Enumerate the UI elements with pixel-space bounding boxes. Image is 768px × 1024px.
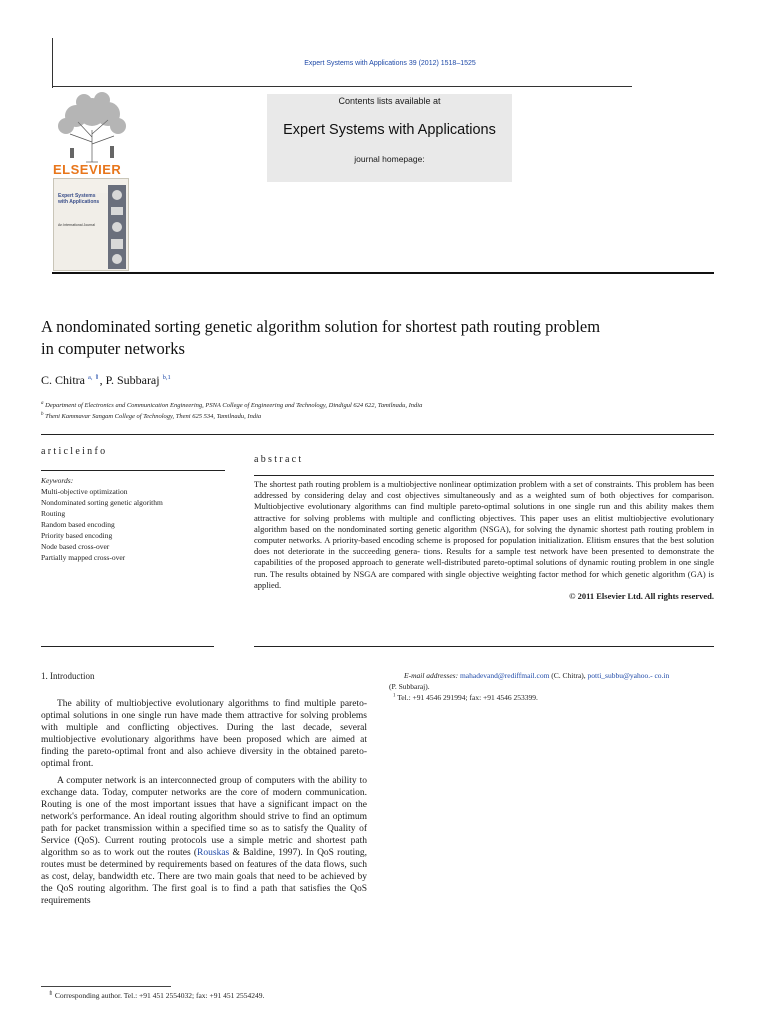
journal-homepage-text: journal homepage: [354,154,425,164]
cover-subtitle: An International Journal [58,223,95,227]
email-link[interactable]: mahadevand@rediffmail.com [459,671,550,680]
contact-telephone [393,693,538,702]
email-link[interactable]: potti_subbu@yahoo.- co.in [587,671,670,680]
author-separator: , [99,373,106,387]
citation-link[interactable]: Rouskas [197,848,230,858]
intro-paragraph: The ability of multiobjective evolutionary algorithms to find multiple pareto-optimal solutions in one single run have made them attractive for solving problems with multiple and conflicting objectives. During the last decade, several multiobjective evolutionary algorithms have been proposed which are aimed at finding the pareto-optimal front and also achieve diversity in the obtained pareto-optimal front. [41,699,367,769]
paper-title: A nondominated sorting genetic algorithm solution for shortest path routing problem in computer networks [41,317,601,358]
affiliation [41,412,261,420]
affiliation-text: Department of Electronics and Communication Engineering, PSNA College of Engineering and Technology, Dindigul 624 622, Tamilnadu, India [45,402,423,409]
affiliation [41,401,422,409]
header-vertical-rule [52,38,53,88]
author-affiliation-marker[interactable]: a, ⇑ [88,374,100,381]
introduction-heading: 1. Introduction [41,671,95,681]
affiliation-marker: b [41,412,44,417]
elsevier-tree-logo [52,92,132,172]
title-block-rule [41,434,714,435]
journal-reference[interactable]: Expert Systems with Applications 39 (2012) 1518–1525 [304,60,476,67]
keyword-item: Priority based encoding [41,531,113,540]
masthead-rule [52,272,714,274]
keyword-item: Random based encoding [41,520,115,529]
author-affiliation-marker[interactable]: b,1 [162,374,171,381]
affiliation-text: Theni Kammavar Sangam College of Technology, Theni 625 534, Tamilnadu, India [45,413,262,420]
affiliation-marker: a [41,401,44,406]
author-name: P. Subbaraj [105,373,160,387]
email-owner: (P. Subbaraj). [389,682,430,691]
intro-paragraph [41,775,367,907]
abstract-heading: abstract [254,454,304,465]
introduction-body [41,698,367,907]
author-list [41,373,171,388]
journal-masthead [267,94,512,182]
intro-text: A computer network is an interconnected group of computers with the ability to exchange data. Today, computer networks are the core of modern communication. Routing is one of the most important issues that have a significant impact on the network's performance. An ideal routing algorithm should strive to find an optimum path for packet transmission within a specified time so as to satisfy the Quality of Service (QoS). Current routing protocols use a simple metric and shortest path algorithm so as to work out the routes ( [41,776,367,858]
cover-image-strip [108,185,126,269]
author-name: C. Chitra [41,373,85,387]
keyword-item: Multi-objective optimization [41,487,128,496]
copyright-notice: © 2011 Elsevier Ltd. All rights reserved. [569,591,714,602]
article-info-heading: articleinfo [41,446,108,457]
cover-title: Expert Systems with Applications [58,193,100,205]
abstract-bottom-rule [254,646,714,647]
abstract-body [254,479,714,602]
corresponding-author-footnote [48,990,264,1000]
abstract-top-rule [254,475,714,476]
abstract-text: The shortest path routing problem is a multiobjective nonlinear optimization problem with a set of constraints. This problem has been addressed by considering delay and cost objectives simultaneously and as a weighted sum of both objectives for comparison. Multiobjective evolutionary algorithms can find multiple pareto-optimal solutions in one single run and this ability makes them attractive for solving problems with multiple and conflicting objectives. This paper uses an elitist multiobjective evolutionary algorithm based on the nondominated sorting genetic algorithm (NSGA), for solving the dynamic shortest path routing problem in computer networks. A priority-based encoding scheme is proposed for population initialization. Elitism ensures that the best solution does not deteriorate in the succeeding genera- tions. Results for a sample test network have been presented to demonstrate the capabilities of the proposed approach to generate well-distributed pareto-optimal solutions of dynamic routing problem in one single run. The results obtained by NSGA are compared with single objective weighting factor method for which genetic algorithm (GA) is applied. [254,479,714,590]
email-label: E-mail addresses: [404,671,459,680]
keyword-item: Routing [41,509,66,518]
footnote-marker: 1 [393,693,396,699]
email-owner: (C. Chitra), [549,671,588,680]
footnote-marker: ⇑ [48,991,54,997]
contents-available-text: Contents lists available at [338,96,441,106]
article-info-bottom-rule [41,646,214,647]
journal-cover-thumbnail[interactable] [53,178,129,271]
keywords-heading: Keywords: [41,476,74,485]
telephone-text: Tel.: +91 4546 291994; fax: +91 4546 253399. [397,693,538,702]
article-info-rule [41,470,225,471]
keywords-list [41,486,163,563]
email-addresses [389,670,734,692]
keyword-item: Node based cross-over [41,542,110,551]
footnote-rule [41,986,171,987]
footnote-text: Corresponding author. Tel.: +91 451 2554032; fax: +91 451 2554249. [54,991,265,1000]
elsevier-wordmark: ELSEVIER [53,162,122,177]
keyword-item: Partially mapped cross-over [41,553,126,562]
header-rule [52,86,632,87]
keyword-item: Nondominated sorting genetic algorithm [41,498,163,507]
journal-title: Expert Systems with Applications [283,122,496,138]
intro-text: & Baldine, 1997). In QoS routing, routes must be determined by requirements based on features of the data flows, such as cost, delay, bandwidth etc. There are two main goals that need to be achieved by the QoS routing algorithm. The first goal is to find a path that satisfies the QoS requirements [41,848,367,906]
